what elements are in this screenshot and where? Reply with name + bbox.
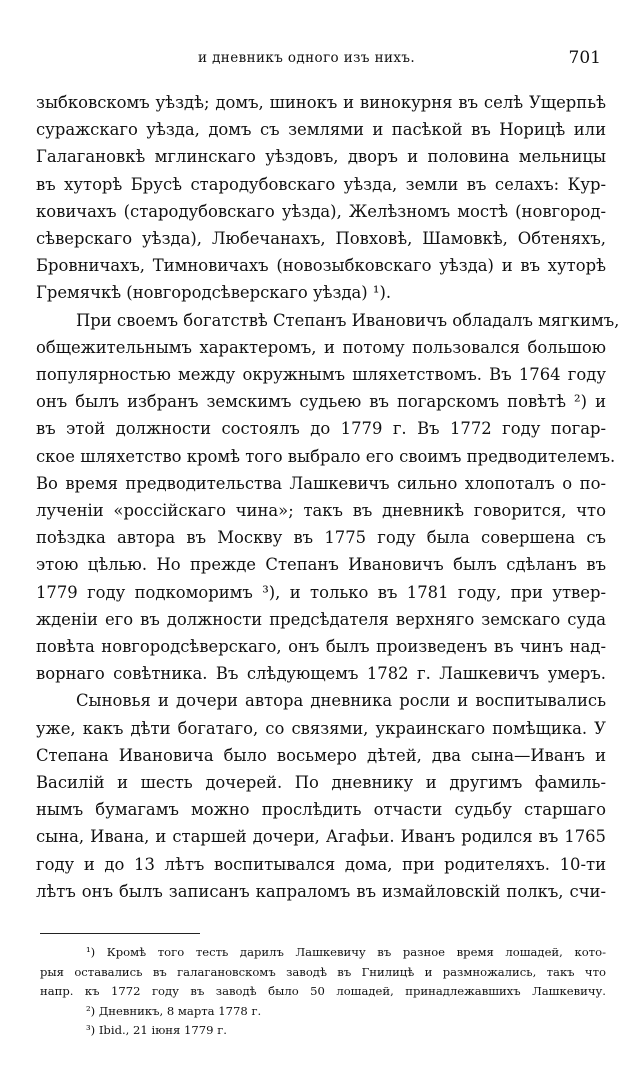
body-text — [36, 89, 620, 905]
text-line: уже, какъ дѣти богатаго, со связями, украинскаго помѣщика. У — [36, 718, 606, 738]
text-line: зыбковскомъ уѣздѣ; домъ, шинокъ и винокурня въ селѣ Ущерпьѣ — [36, 93, 606, 112]
text-line: нымъ бумагамъ можно прослѣдить отчасти судьбу старшаго — [36, 800, 606, 820]
text-line: году и до 13 лѣтъ воспитывался дома, при родителяхъ. 10-ти — [36, 854, 606, 874]
text-line: ворнаго совѣтника. Въ слѣдующемъ 1782 г. Лашкевичъ умеръ. — [36, 664, 606, 684]
text-line: жденіи его въ должности предсѣдателя верхняго земскаго суда — [36, 609, 606, 629]
text-line: повѣта новгородсѣверскаго, онъ былъ произведенъ въ чинъ над- — [36, 637, 606, 657]
text-line: Степана Ивановича было восьмеро дѣтей, два сына—Иванъ и — [36, 745, 606, 765]
text-line: въ хуторѣ Брусѣ стародубовскаго уѣзда, земли въ селахъ: Кур- — [36, 174, 606, 194]
footnotes — [40, 943, 606, 1041]
footnote-line: напр. къ 1772 году въ заводѣ было 50 лошадей, принадлежавшихъ Лашкевичу. — [40, 984, 606, 999]
text-line: Василій и шесть дочерей. По дневнику и другимъ фамиль- — [36, 773, 606, 793]
text-line: ковичахъ (стародубовскаго уѣзда), Желѣзномъ мостѣ (новгород- — [36, 201, 606, 221]
text-line: лѣтъ онъ былъ записанъ капраломъ въ измайловскій полкъ, счи- — [36, 881, 606, 901]
paragraph-1 — [36, 89, 606, 307]
text-line: Галагановкѣ мглинскаго уѣздовъ, дворъ и половина мельницы — [36, 147, 606, 167]
footnote-line: ¹) Кромѣ того тесть дарилъ Лашкевичу въ разное время лошадей, кото- — [86, 945, 606, 959]
paragraph-2 — [36, 307, 620, 688]
footnote-2 — [40, 1002, 606, 1022]
text-line: Гремячкѣ (новгородсѣверскаго уѣзда) ¹). — [36, 283, 392, 303]
text-line: При своемъ богатствѣ Степанъ Ивановичъ обладалъ мягкимъ, — [76, 310, 620, 330]
text-line: лученіи «россійскаго чина»; такъ въ дневникѣ говорится, что — [36, 501, 606, 521]
page-number: 701 — [568, 48, 601, 68]
text-line: сѣверскаго уѣзда), Любечанахъ, Повховѣ, Шамовкѣ, Обтеняхъ, — [36, 229, 606, 249]
footnote-line: ³) Ibid., 21 іюня 1779 г. — [86, 1023, 227, 1038]
text-line: Во время предводительства Лашкевичъ сильно хлопоталъ о по- — [36, 473, 606, 493]
text-line: 1779 году подкоморимъ ³), и только въ 1781 году, при утвер- — [36, 582, 606, 602]
text-line: ское шляхетство кромѣ того выбрало его своимъ предводителемъ. — [36, 446, 616, 466]
page-header — [0, 50, 637, 74]
text-line: суражскаго уѣзда, домъ съ землями и пасѣкой въ Норицѣ или — [36, 120, 606, 140]
text-line: популярностью между окружнымъ шляхетствомъ. Въ 1764 году — [36, 365, 606, 385]
paragraph-3 — [36, 687, 606, 905]
footnote-divider — [40, 933, 200, 934]
text-line: Сыновья и дочери автора дневника росли и воспитывались — [76, 691, 606, 711]
footnote-line: рыя оставались въ галагановскомъ заводѣ въ Гнилицѣ и размножались, такъ что — [40, 964, 606, 979]
text-line: поѣздка автора въ Москву въ 1775 году была совершена съ — [36, 528, 606, 548]
text-line: онъ былъ избранъ земскимъ судьею въ погарскомъ повѣтѣ ²) и — [36, 392, 606, 412]
running-title: и дневникъ одного изъ нихъ. — [198, 50, 416, 66]
text-line: этою цѣлью. Но прежде Степанъ Ивановичъ былъ сдѣланъ въ — [36, 555, 606, 575]
footnote-line: ²) Дневникъ, 8 марта 1778 г. — [86, 1003, 262, 1018]
footnote-1 — [40, 943, 606, 1002]
text-line: въ этой должности состоялъ до 1779 г. Въ 1772 году погар- — [36, 419, 606, 439]
text-line: сына, Ивана, и старшей дочери, Агафьи. Иванъ родился въ 1765 — [36, 827, 606, 847]
footnote-3 — [40, 1021, 606, 1041]
text-line: Бровничахъ, Тимновичахъ (новозыбковскаго уѣзда) и въ хуторѣ — [36, 256, 606, 276]
text-line: общежительнымъ характеромъ, и потому пользовался большою — [36, 337, 606, 357]
